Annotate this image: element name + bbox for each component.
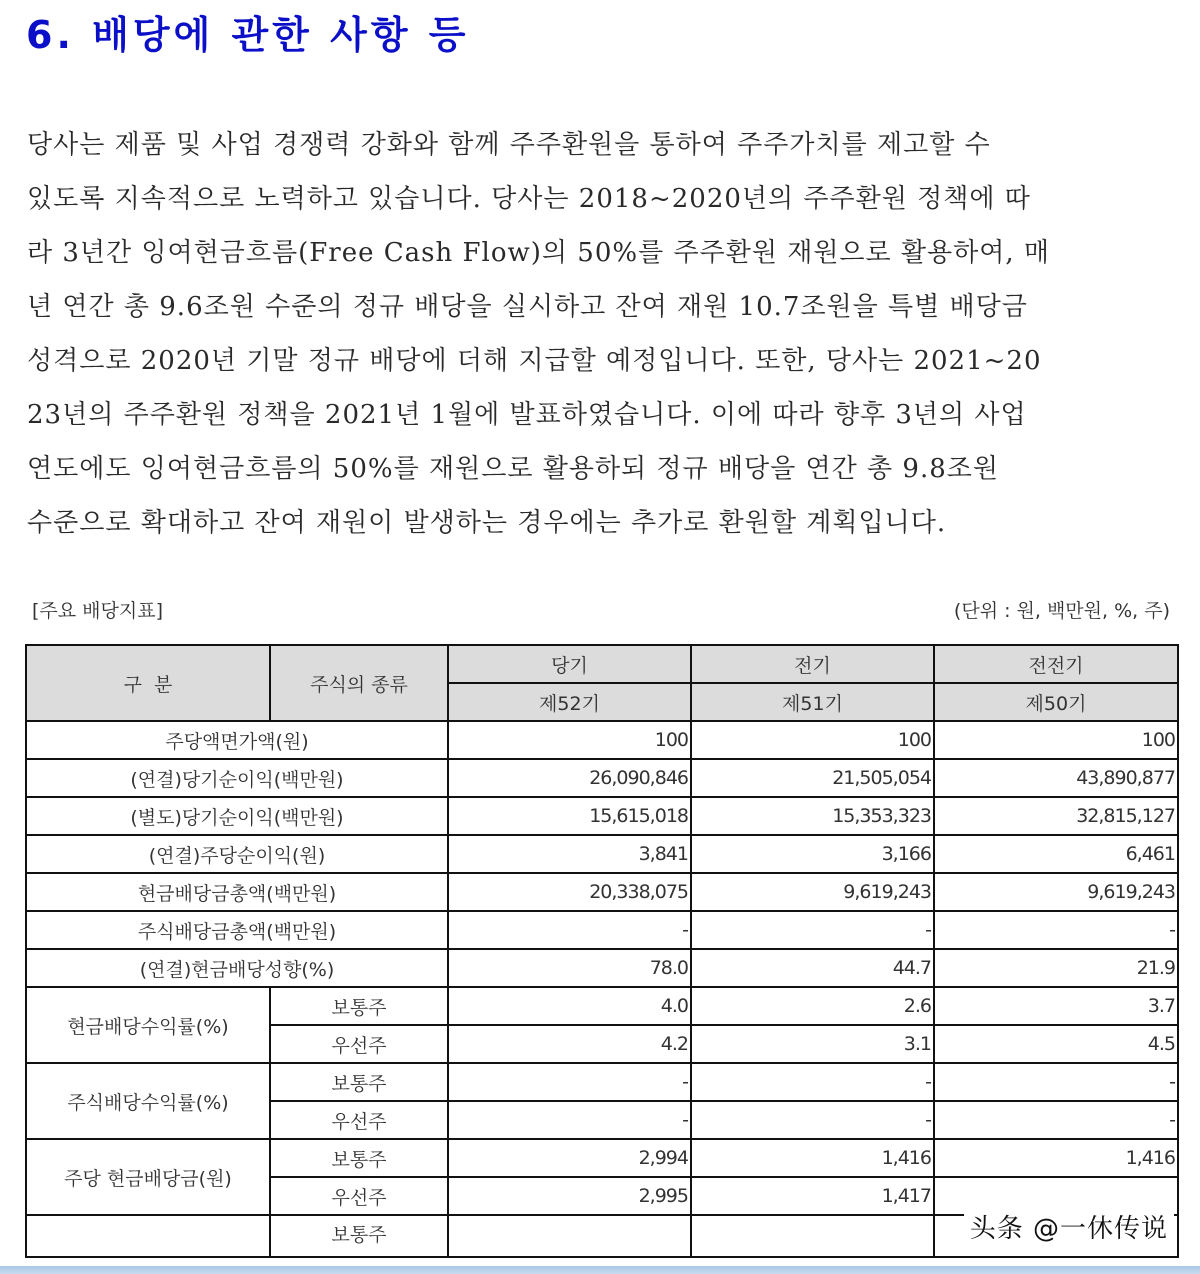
cell-value: 2.6 bbox=[691, 987, 934, 1025]
table-row bbox=[26, 759, 1178, 797]
table-row bbox=[26, 911, 1178, 949]
row-label: 현금배당금총액(백만원) bbox=[26, 873, 448, 911]
cell-value: 3.7 bbox=[934, 987, 1178, 1025]
cell-value: 9,619,243 bbox=[934, 873, 1178, 911]
watermark: 头条 @一休传说 bbox=[964, 1208, 1174, 1245]
paragraph-line: 년 연간 총 9.6조원 수준의 정규 배당을 실시하고 잔여 재원 10.7조원을 특별 배당금 bbox=[27, 292, 1028, 322]
header-period: 전기 bbox=[691, 645, 934, 683]
cell-value: 3,841 bbox=[448, 835, 691, 873]
cell-value: 1,416 bbox=[691, 1139, 934, 1177]
row-label: (연결)주당순이익(원) bbox=[26, 835, 448, 873]
cell-value: 4.5 bbox=[934, 1025, 1178, 1063]
body-paragraph bbox=[27, 118, 1187, 550]
stock-type: 우선주 bbox=[270, 1177, 448, 1215]
row-label: 주식배당금총액(백만원) bbox=[26, 911, 448, 949]
table-row bbox=[26, 873, 1178, 911]
group-label: 주당 현금배당금(원) bbox=[26, 1139, 270, 1215]
stock-type: 보통주 bbox=[270, 1063, 448, 1101]
cell-value: 3.1 bbox=[691, 1025, 934, 1063]
cell-value: 1,416 bbox=[934, 1139, 1178, 1177]
cell-value: 15,615,018 bbox=[448, 797, 691, 835]
paragraph-line: 수준으로 확대하고 잔여 재원이 발생하는 경우에는 추가로 환원할 계획입니다. bbox=[27, 508, 947, 538]
cell-value: 26,090,846 bbox=[448, 759, 691, 797]
row-label: (별도)당기순이익(백만원) bbox=[26, 797, 448, 835]
cell-value: 4.2 bbox=[448, 1025, 691, 1063]
dividend-table bbox=[25, 644, 1179, 1258]
section-title: 6. 배당에 관한 사항 등 bbox=[26, 13, 470, 57]
cell-value: 3,166 bbox=[691, 835, 934, 873]
stock-type: 보통주 bbox=[270, 1215, 448, 1257]
stock-type: 보통주 bbox=[270, 1139, 448, 1177]
cell-value: - bbox=[448, 911, 691, 949]
header-row bbox=[26, 645, 1178, 683]
cell-value: 32,815,127 bbox=[934, 797, 1178, 835]
window-bottom-bar bbox=[0, 1266, 1200, 1274]
header-term: 제52기 bbox=[448, 683, 691, 721]
stock-type: 보통주 bbox=[270, 987, 448, 1025]
group-label bbox=[26, 1215, 270, 1257]
table-row bbox=[26, 835, 1178, 873]
cell-value: 100 bbox=[448, 721, 691, 759]
paragraph-line: 있도록 지속적으로 노력하고 있습니다. 당사는 2018~2020년의 주주환원 정책에 따 bbox=[27, 184, 1031, 214]
header-term: 제51기 bbox=[691, 683, 934, 721]
header-period: 전전기 bbox=[934, 645, 1178, 683]
paragraph-line: 연도에도 잉여현금흐름의 50%를 재원으로 활용하되 정규 배당을 연간 총 9.8조원 bbox=[27, 454, 1000, 484]
table-row bbox=[26, 721, 1178, 759]
cell-value: 6,461 bbox=[934, 835, 1178, 873]
paragraph-line: 라 3년간 잉여현금흐름(Free Cash Flow)의 50%를 주주환원 재원으로 활용하여, 매 bbox=[27, 238, 1051, 268]
cell-value: 100 bbox=[934, 721, 1178, 759]
cell-value: - bbox=[448, 1063, 691, 1101]
table-caption: [주요 배당지표] bbox=[32, 600, 163, 622]
table-row bbox=[26, 1139, 1178, 1177]
cell-value: 1,417 bbox=[691, 1177, 934, 1215]
group-label: 주식배당수익률(%) bbox=[26, 1063, 270, 1139]
header-category: 구 분 bbox=[26, 645, 270, 721]
header-term: 제50기 bbox=[934, 683, 1178, 721]
cell-value bbox=[448, 1215, 691, 1257]
cell-value: 44.7 bbox=[691, 949, 934, 987]
stock-type: 우선주 bbox=[270, 1101, 448, 1139]
table-row bbox=[26, 797, 1178, 835]
cell-value: 2,995 bbox=[448, 1177, 691, 1215]
cell-value: 9,619,243 bbox=[691, 873, 934, 911]
cell-value: 100 bbox=[691, 721, 934, 759]
cell-value: 20,338,075 bbox=[448, 873, 691, 911]
row-label: (연결)현금배당성향(%) bbox=[26, 949, 448, 987]
group-label: 현금배당수익률(%) bbox=[26, 987, 270, 1063]
table-row bbox=[26, 1063, 1178, 1101]
cell-value: 43,890,877 bbox=[934, 759, 1178, 797]
cell-value: 2,994 bbox=[448, 1139, 691, 1177]
paragraph-line: 성격으로 2020년 기말 정규 배당에 더해 지급할 예정입니다. 또한, 당사는 2021~20 bbox=[27, 346, 1042, 376]
table-row bbox=[26, 949, 1178, 987]
stock-type: 우선주 bbox=[270, 1025, 448, 1063]
cell-value: 78.0 bbox=[448, 949, 691, 987]
cell-value: - bbox=[691, 911, 934, 949]
cell-value bbox=[691, 1215, 934, 1257]
cell-value: - bbox=[691, 1063, 934, 1101]
cell-value: - bbox=[448, 1101, 691, 1139]
row-label: (연결)당기순이익(백만원) bbox=[26, 759, 448, 797]
row-label: 주당액면가액(원) bbox=[26, 721, 448, 759]
cell-value: 4.0 bbox=[448, 987, 691, 1025]
table-row bbox=[26, 987, 1178, 1025]
paragraph-line: 23년의 주주환원 정책을 2021년 1월에 발표하였습니다. 이에 따라 향후 3년의 사업 bbox=[27, 400, 1027, 430]
cell-value: 15,353,323 bbox=[691, 797, 934, 835]
cell-value: 21,505,054 bbox=[691, 759, 934, 797]
cell-value: - bbox=[934, 1101, 1178, 1139]
header-period: 당기 bbox=[448, 645, 691, 683]
cell-value: - bbox=[691, 1101, 934, 1139]
header-stock-type: 주식의 종류 bbox=[270, 645, 448, 721]
cell-value: - bbox=[934, 911, 1178, 949]
cell-value: - bbox=[934, 1063, 1178, 1101]
paragraph-line: 당사는 제품 및 사업 경쟁력 강화와 함께 주주환원을 통하여 주주가치를 제고할 수 bbox=[27, 130, 991, 160]
cell-value: 21.9 bbox=[934, 949, 1178, 987]
unit-caption: (단위 : 원, 백만원, %, 주) bbox=[953, 600, 1170, 622]
